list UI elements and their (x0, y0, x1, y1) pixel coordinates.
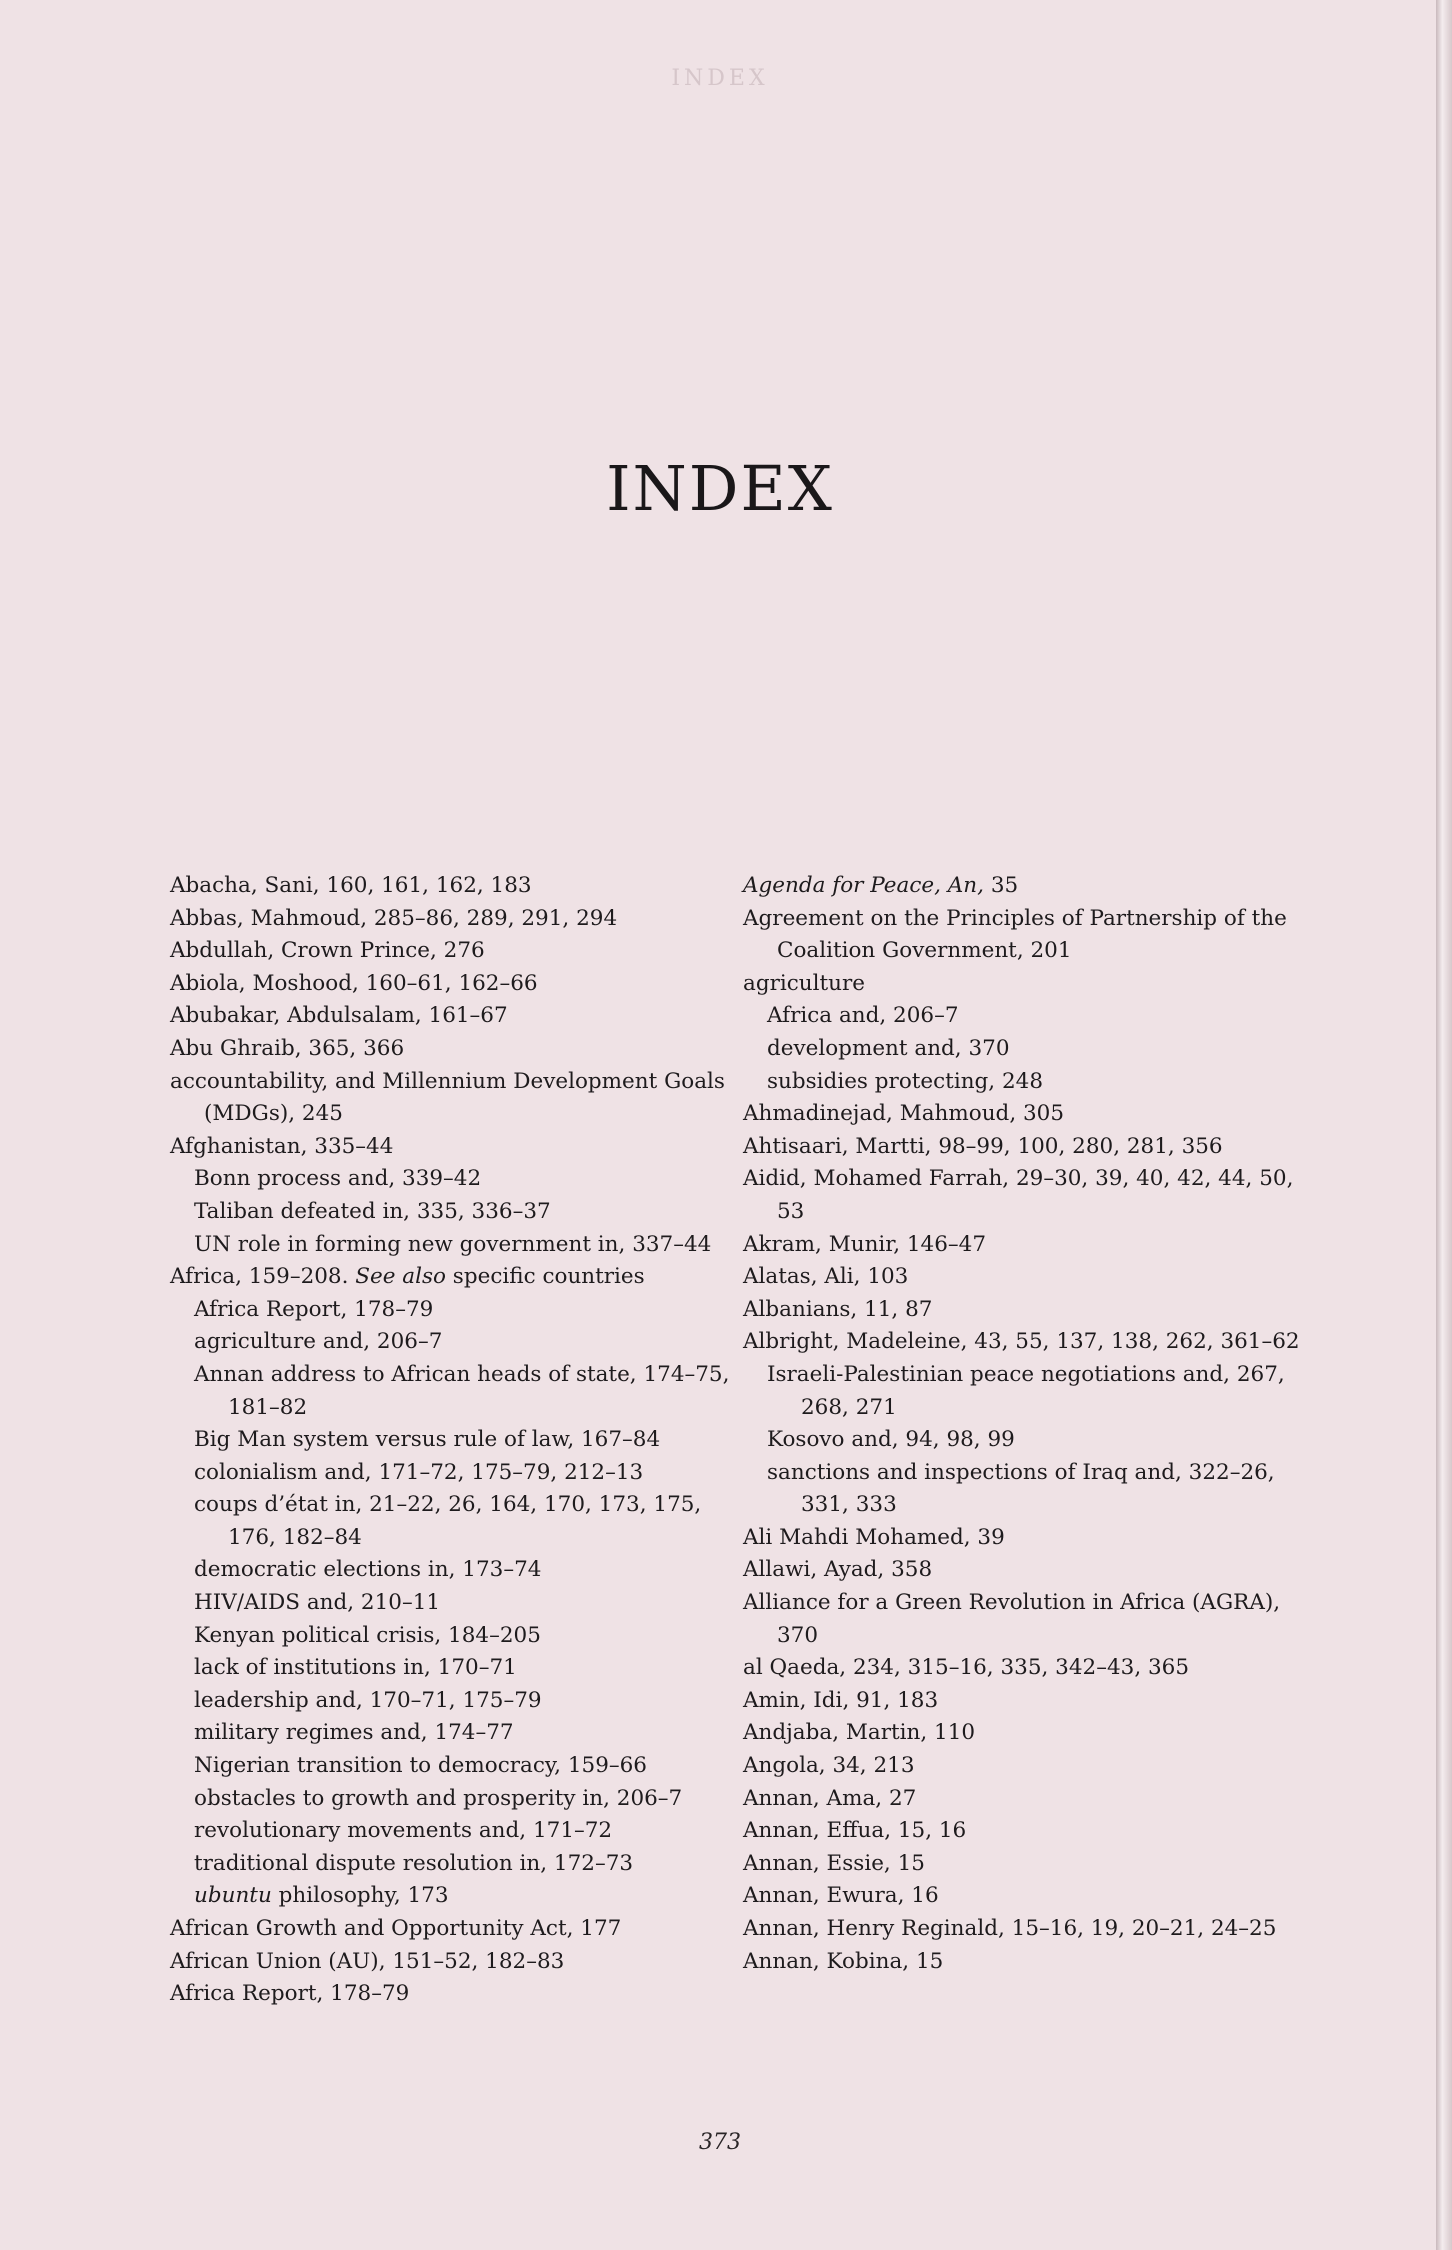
index-entry-text: Ali Mahdi Mohamed, 39 (743, 1524, 1005, 1550)
index-entry-text: Agenda for Peace, An, (743, 873, 984, 898)
index-entry-text: revolutionary movements and, 171–72 (194, 1818, 613, 1844)
page-edge (1436, 0, 1452, 2250)
index-subentry (170, 1783, 730, 1816)
index-subentry (170, 1163, 730, 1196)
index-subentry (170, 1620, 730, 1653)
index-entry-text: Nigerian transition to democracy, 159–66 (194, 1753, 647, 1779)
index-entry-text: Israeli-Palestinian peace negotiations and, 267, 268, 271 (767, 1361, 1285, 1420)
index-subentry (170, 1294, 730, 1327)
index-entry-text: UN role in forming new government in, 337–44 (194, 1231, 712, 1257)
index-entry (743, 1229, 1303, 1262)
index-entry-text: HIV/AIDS and, 210–11 (194, 1590, 441, 1616)
index-column-left (170, 870, 730, 2011)
index-entry-text: Ahtisaari, Martti, 98–99, 100, 280, 281, 356 (743, 1133, 1223, 1159)
index-title: INDEX (606, 451, 834, 525)
index-entry (743, 1685, 1303, 1718)
index-entry-text: Agreement on the Principles of Partnership of the Coalition Government, 201 (743, 905, 1287, 964)
index-entry (170, 1131, 730, 1164)
index-entry-text: democratic elections in, 173–74 (194, 1557, 542, 1583)
index-subentry (743, 1457, 1303, 1522)
index-entry-text: ubuntu (194, 1883, 272, 1909)
index-entry-text: Annan, Kobina, 15 (743, 1948, 944, 1974)
index-subentry (170, 1587, 730, 1620)
index-entry (170, 935, 730, 968)
index-entry-text: Abubakar, Abdulsalam, 161–67 (170, 1003, 508, 1029)
index-subentry (170, 1652, 730, 1685)
index-entry (170, 1000, 730, 1033)
index-entry-text: Abu Ghraib, 365, 366 (170, 1035, 405, 1061)
index-entry (743, 1294, 1303, 1327)
index-entry-text: development and, 370 (767, 1035, 1010, 1061)
index-entry-text: subsidies protecting, 248 (767, 1068, 1044, 1094)
index-entry-text: sanctions and inspections of Iraq and, 322–26, 331, 333 (767, 1459, 1275, 1518)
index-entry-text: Annan, Ewura, 16 (743, 1883, 939, 1909)
index-entry-text: Albright, Madeleine, 43, 55, 137, 138, 262, 361–62 (743, 1329, 1300, 1355)
index-entry-text: agriculture and, 206–7 (194, 1329, 443, 1355)
index-subentry (170, 1424, 730, 1457)
index-entry-text: Africa, 159–208. (170, 1264, 356, 1290)
index-entry-text: Annan, Ama, 27 (743, 1785, 917, 1811)
index-subentry (170, 1457, 730, 1490)
index-subentry (170, 1196, 730, 1229)
index-entry (743, 1783, 1303, 1816)
index-subentry (170, 1489, 730, 1554)
index-entry (743, 1587, 1303, 1652)
index-entry (170, 1066, 730, 1131)
index-subentry (170, 1359, 730, 1424)
index-entry (743, 1261, 1303, 1294)
index-entry-text: traditional dispute resolution in, 172–73 (194, 1850, 634, 1876)
index-entry-text: Africa Report, 178–79 (194, 1296, 434, 1322)
index-entry-text: Amin, Idi, 91, 183 (743, 1687, 939, 1713)
index-entry (743, 1163, 1303, 1228)
index-subentry (170, 1750, 730, 1783)
index-entry-text: 35 (983, 873, 1019, 898)
index-entry (743, 1131, 1303, 1164)
index-subentry (743, 1033, 1303, 1066)
index-entry (170, 1261, 730, 1294)
index-subentry (170, 1685, 730, 1718)
index-entry (743, 968, 1303, 1001)
running-head: INDEX (671, 66, 769, 91)
index-entry-text: Abacha, Sani, 160, 161, 162, 183 (170, 873, 532, 898)
index-subentry (170, 1717, 730, 1750)
index-subentry (743, 1359, 1303, 1424)
index-entry-text: colonialism and, 171–72, 175–79, 212–13 (194, 1459, 644, 1485)
index-entry (743, 903, 1303, 968)
index-entry (743, 1717, 1303, 1750)
index-entry-text: Aidid, Mohamed Farrah, 29–30, 39, 40, 42, 44, 50, 53 (743, 1166, 1294, 1224)
index-subentry (170, 1880, 730, 1913)
index-entry (743, 870, 1303, 903)
index-entry-text: coups d’état in, 21–22, 26, 164, 170, 173, 175, 176, 182–84 (194, 1492, 702, 1550)
index-entry-text: Andjaba, Martin, 110 (743, 1720, 976, 1746)
index-entry-text: Taliban defeated in, 335, 336–37 (194, 1198, 551, 1224)
page-number: 373 (699, 2130, 741, 2155)
index-entry (170, 1946, 730, 1979)
index-entry-text: military regimes and, 174–77 (194, 1720, 514, 1746)
index-entry-text: Angola, 34, 213 (743, 1753, 915, 1779)
index-entry-text: Kosovo and, 94, 98, 99 (767, 1427, 1015, 1453)
index-entry-text: leadership and, 170–71, 175–79 (194, 1687, 542, 1713)
index-subentry (170, 1815, 730, 1848)
index-entry-text: specific countries (445, 1264, 645, 1290)
index-entry-text: Alatas, Ali, 103 (743, 1264, 909, 1290)
index-entry-text: Abbas, Mahmoud, 285–86, 289, 291, 294 (170, 905, 618, 931)
index-entry (170, 968, 730, 1001)
index-entry-text: Kenyan political crisis, 184–205 (194, 1622, 541, 1648)
index-entry-text: lack of institutions in, 170–71 (194, 1655, 517, 1681)
index-entry (170, 1033, 730, 1066)
index-entry-text: Albanians, 11, 87 (743, 1296, 933, 1322)
index-entry-text: philosophy, 173 (271, 1883, 449, 1909)
index-entry (170, 1913, 730, 1946)
index-entry-text: Akram, Munir, 146–47 (743, 1231, 987, 1257)
index-subentry (170, 1848, 730, 1881)
index-entry-text: Alliance for a Green Revolution in Africa (AGRA), 370 (743, 1590, 1281, 1648)
index-entry-text: obstacles to growth and prosperity in, 206–7 (194, 1785, 683, 1811)
index-entry (170, 1978, 730, 2011)
index-entry-text: Afghanistan, 335–44 (170, 1133, 394, 1159)
index-entry (743, 1652, 1303, 1685)
index-entry-text: See also (355, 1264, 446, 1290)
index-entry-text: Ahmadinejad, Mahmoud, 305 (743, 1101, 1065, 1127)
index-column-right (743, 870, 1303, 1978)
index-entry (743, 1522, 1303, 1555)
index-entry-text: accountability, and Millennium Development Goals (MDGs), 245 (170, 1068, 725, 1127)
index-entry (743, 1750, 1303, 1783)
index-subentry (743, 1424, 1303, 1457)
index-entry-text: agriculture (743, 970, 865, 996)
index-entry-text: Annan, Essie, 15 (743, 1850, 925, 1876)
index-entry (743, 1815, 1303, 1848)
index-entry-text: African Growth and Opportunity Act, 177 (170, 1916, 622, 1941)
index-entry (743, 1554, 1303, 1587)
index-entry-text: African Union (AU), 151–52, 182–83 (170, 1948, 565, 1974)
index-entry-text: Big Man system versus rule of law, 167–84 (194, 1427, 661, 1453)
index-entry-text: Annan address to African heads of state, 174–75, 181–82 (194, 1361, 730, 1420)
index-entry (743, 1946, 1303, 1979)
index-entry (743, 1880, 1303, 1913)
index-subentry (743, 1000, 1303, 1033)
index-entry (170, 870, 730, 903)
index-entry-text: Abiola, Moshood, 160–61, 162–66 (170, 970, 538, 996)
index-entry-text: Africa and, 206–7 (767, 1003, 959, 1029)
index-entry (743, 1326, 1303, 1359)
index-entry-text: al Qaeda, 234, 315–16, 335, 342–43, 365 (743, 1655, 1190, 1681)
index-entry (743, 1913, 1303, 1946)
index-subentry (170, 1229, 730, 1262)
index-entry (170, 903, 730, 936)
index-subentry (170, 1326, 730, 1359)
index-entry (743, 1848, 1303, 1881)
index-subentry (170, 1554, 730, 1587)
index-entry-text: Annan, Henry Reginald, 15–16, 19, 20–21, 24–25 (743, 1916, 1277, 1941)
index-entry (743, 1098, 1303, 1131)
index-subentry (743, 1066, 1303, 1099)
index-entry-text: Annan, Effua, 15, 16 (743, 1818, 967, 1844)
index-entry-text: Africa Report, 178–79 (170, 1981, 410, 2007)
index-entry-text: Bonn process and, 339–42 (194, 1166, 482, 1192)
index-entry-text: Allawi, Ayad, 358 (743, 1557, 933, 1583)
index-entry-text: Abdullah, Crown Prince, 276 (170, 938, 485, 964)
